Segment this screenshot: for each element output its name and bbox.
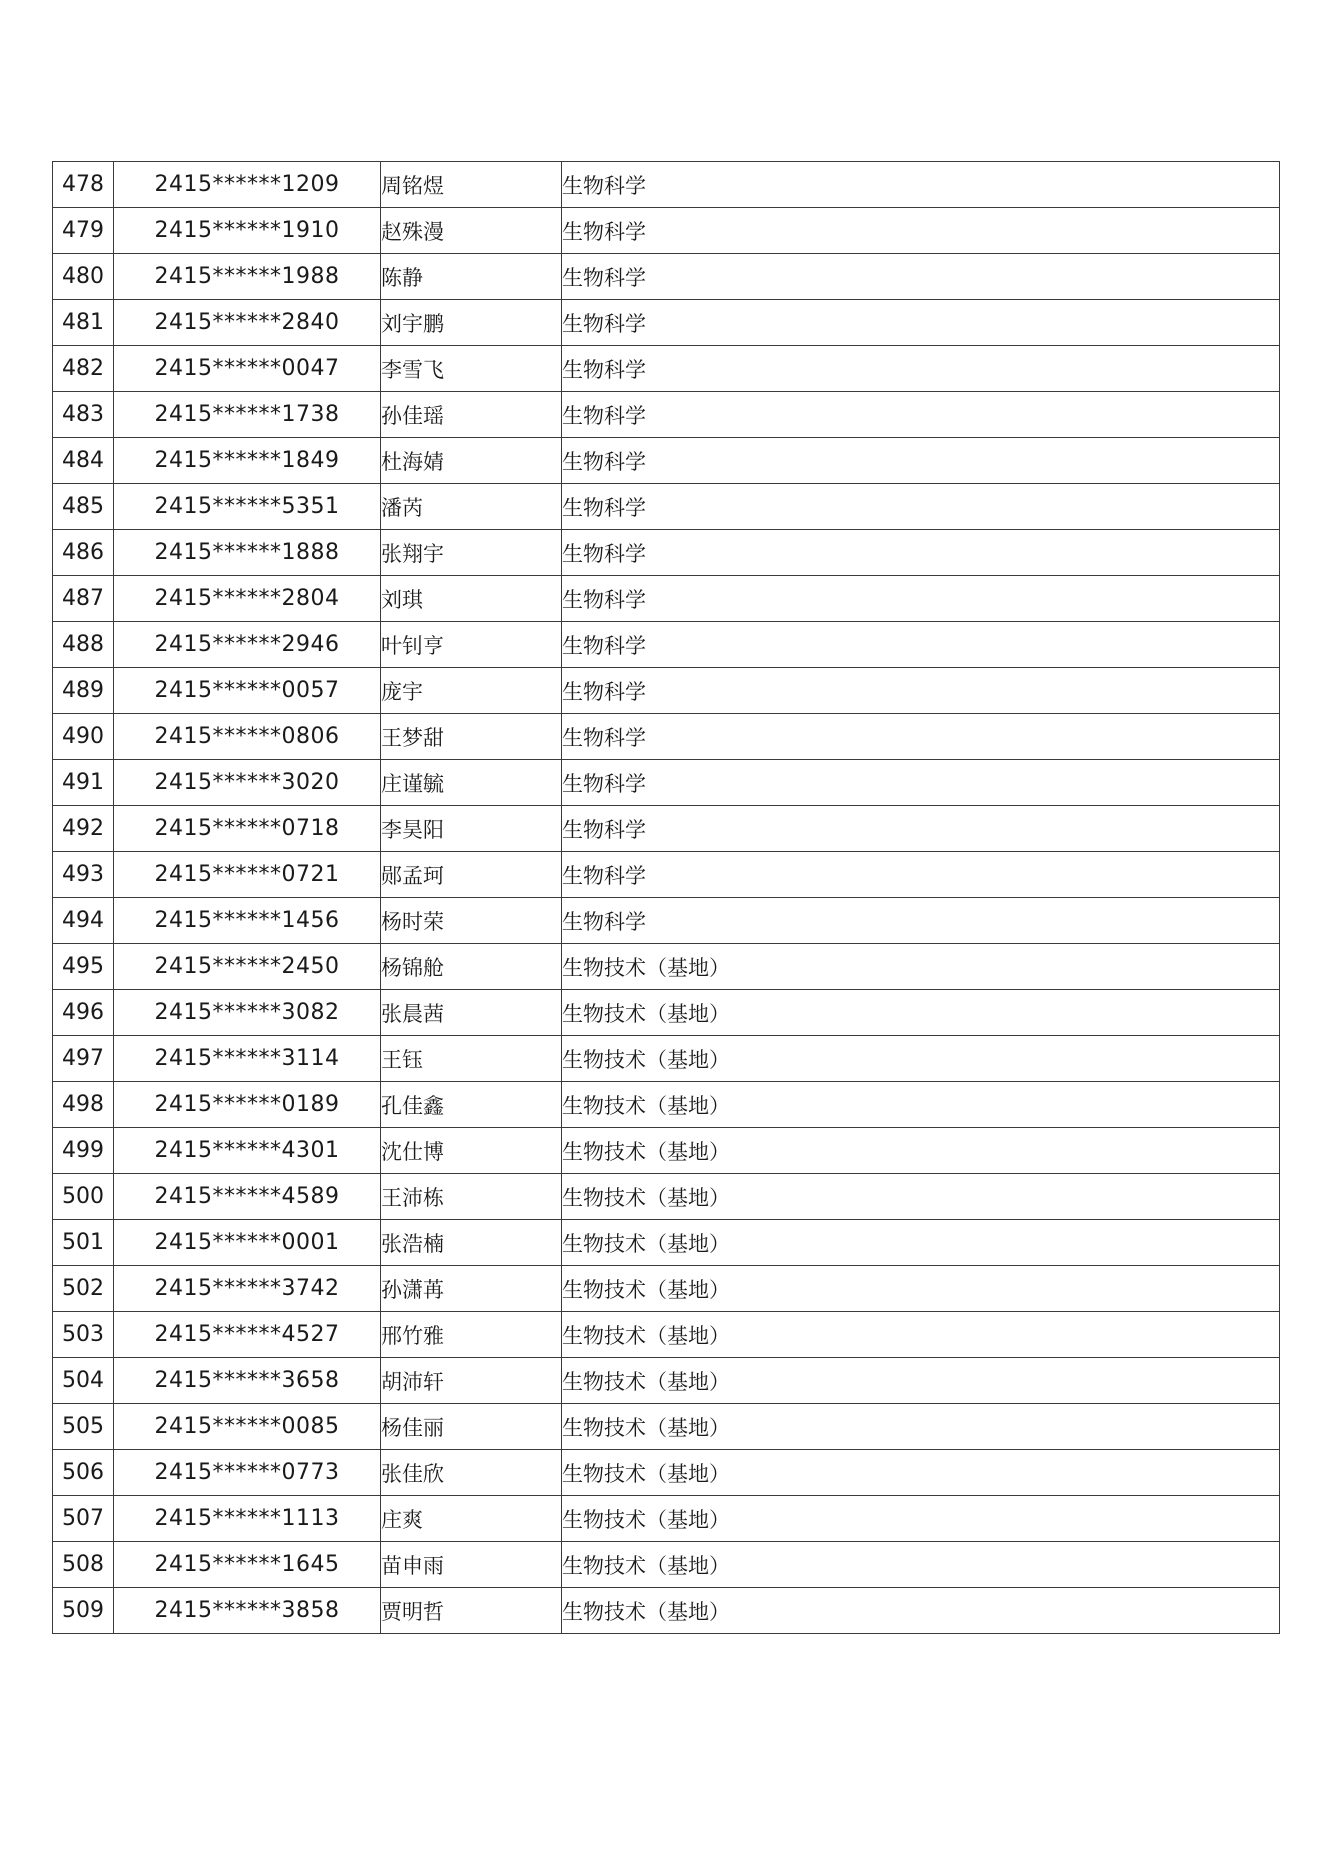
row-number-cell: 493	[53, 852, 114, 898]
major-cell: 生物科学	[562, 392, 1280, 438]
student-id-cell: 2415******0085	[114, 1404, 381, 1450]
student-name-cell: 张浩楠	[381, 1220, 562, 1266]
row-number-cell: 504	[53, 1358, 114, 1404]
row-number-cell: 494	[53, 898, 114, 944]
major-cell: 生物技术（基地）	[562, 1542, 1280, 1588]
row-number-cell: 498	[53, 1082, 114, 1128]
table-row	[53, 806, 1280, 852]
major-cell: 生物科学	[562, 668, 1280, 714]
major-cell: 生物科学	[562, 484, 1280, 530]
student-name-cell: 庞宇	[381, 668, 562, 714]
student-id-cell: 2415******2450	[114, 944, 381, 990]
student-id-cell: 2415******2946	[114, 622, 381, 668]
student-name-cell: 李雪飞	[381, 346, 562, 392]
row-number-cell: 502	[53, 1266, 114, 1312]
student-name-cell: 孙佳瑶	[381, 392, 562, 438]
major-cell: 生物技术（基地）	[562, 1082, 1280, 1128]
student-id-cell: 2415******0718	[114, 806, 381, 852]
table-row	[53, 392, 1280, 438]
student-id-cell: 2415******3658	[114, 1358, 381, 1404]
row-number-cell: 485	[53, 484, 114, 530]
student-name-cell: 贾明哲	[381, 1588, 562, 1634]
student-name-cell: 张佳欣	[381, 1450, 562, 1496]
row-number-cell: 501	[53, 1220, 114, 1266]
student-name-cell: 王沛栋	[381, 1174, 562, 1220]
roster-table	[52, 161, 1280, 1634]
table-row	[53, 1542, 1280, 1588]
table-row	[53, 1036, 1280, 1082]
major-cell: 生物技术（基地）	[562, 1174, 1280, 1220]
student-id-cell: 2415******3082	[114, 990, 381, 1036]
row-number-cell: 491	[53, 760, 114, 806]
student-name-cell: 杜海婧	[381, 438, 562, 484]
table-row	[53, 1312, 1280, 1358]
table-row	[53, 530, 1280, 576]
student-id-cell: 2415******0189	[114, 1082, 381, 1128]
major-cell: 生物技术（基地）	[562, 1036, 1280, 1082]
student-name-cell: 邢竹雅	[381, 1312, 562, 1358]
table-row	[53, 1404, 1280, 1450]
student-name-cell: 陈静	[381, 254, 562, 300]
student-name-cell: 张晨茜	[381, 990, 562, 1036]
student-id-cell: 2415******3742	[114, 1266, 381, 1312]
student-id-cell: 2415******0047	[114, 346, 381, 392]
table-row	[53, 1174, 1280, 1220]
row-number-cell: 508	[53, 1542, 114, 1588]
student-id-cell: 2415******3858	[114, 1588, 381, 1634]
row-number-cell: 497	[53, 1036, 114, 1082]
student-id-cell: 2415******5351	[114, 484, 381, 530]
student-name-cell: 刘琪	[381, 576, 562, 622]
student-name-cell: 张翔宇	[381, 530, 562, 576]
row-number-cell: 481	[53, 300, 114, 346]
table-row	[53, 1588, 1280, 1634]
student-name-cell: 郧孟珂	[381, 852, 562, 898]
row-number-cell: 500	[53, 1174, 114, 1220]
row-number-cell: 507	[53, 1496, 114, 1542]
major-cell: 生物技术（基地）	[562, 1450, 1280, 1496]
major-cell: 生物技术（基地）	[562, 944, 1280, 990]
student-name-cell: 孙潇苒	[381, 1266, 562, 1312]
major-cell: 生物科学	[562, 898, 1280, 944]
table-row	[53, 622, 1280, 668]
major-cell: 生物科学	[562, 576, 1280, 622]
student-name-cell: 周铭煜	[381, 162, 562, 208]
row-number-cell: 495	[53, 944, 114, 990]
row-number-cell: 492	[53, 806, 114, 852]
row-number-cell: 503	[53, 1312, 114, 1358]
table-row	[53, 668, 1280, 714]
student-name-cell: 王梦甜	[381, 714, 562, 760]
major-cell: 生物科学	[562, 622, 1280, 668]
table-row	[53, 254, 1280, 300]
row-number-cell: 482	[53, 346, 114, 392]
student-id-cell: 2415******0806	[114, 714, 381, 760]
major-cell: 生物科学	[562, 760, 1280, 806]
student-name-cell: 赵殊漫	[381, 208, 562, 254]
row-number-cell: 486	[53, 530, 114, 576]
student-name-cell: 庄爽	[381, 1496, 562, 1542]
student-id-cell: 2415******1209	[114, 162, 381, 208]
major-cell: 生物科学	[562, 714, 1280, 760]
roster-table-body	[53, 162, 1280, 1634]
row-number-cell: 480	[53, 254, 114, 300]
row-number-cell: 489	[53, 668, 114, 714]
student-name-cell: 杨时荣	[381, 898, 562, 944]
student-id-cell: 2415******1645	[114, 1542, 381, 1588]
table-row	[53, 1266, 1280, 1312]
student-id-cell: 2415******1910	[114, 208, 381, 254]
student-name-cell: 叶钊亨	[381, 622, 562, 668]
major-cell: 生物技术（基地）	[562, 990, 1280, 1036]
student-name-cell: 杨佳丽	[381, 1404, 562, 1450]
major-cell: 生物科学	[562, 852, 1280, 898]
major-cell: 生物科学	[562, 438, 1280, 484]
major-cell: 生物科学	[562, 346, 1280, 392]
table-row	[53, 1082, 1280, 1128]
student-id-cell: 2415******1849	[114, 438, 381, 484]
student-id-cell: 2415******0721	[114, 852, 381, 898]
row-number-cell: 490	[53, 714, 114, 760]
major-cell: 生物技术（基地）	[562, 1404, 1280, 1450]
table-row	[53, 760, 1280, 806]
major-cell: 生物科学	[562, 208, 1280, 254]
student-id-cell: 2415******1888	[114, 530, 381, 576]
student-name-cell: 沈仕博	[381, 1128, 562, 1174]
major-cell: 生物技术（基地）	[562, 1496, 1280, 1542]
student-name-cell: 王钰	[381, 1036, 562, 1082]
table-row	[53, 346, 1280, 392]
student-id-cell: 2415******0057	[114, 668, 381, 714]
student-name-cell: 胡沛轩	[381, 1358, 562, 1404]
student-id-cell: 2415******4527	[114, 1312, 381, 1358]
major-cell: 生物技术（基地）	[562, 1128, 1280, 1174]
row-number-cell: 487	[53, 576, 114, 622]
major-cell: 生物技术（基地）	[562, 1358, 1280, 1404]
student-name-cell: 庄谨毓	[381, 760, 562, 806]
student-name-cell: 杨锦舱	[381, 944, 562, 990]
student-id-cell: 2415******2804	[114, 576, 381, 622]
student-name-cell: 刘宇鹏	[381, 300, 562, 346]
student-name-cell: 苗申雨	[381, 1542, 562, 1588]
student-id-cell: 2415******1113	[114, 1496, 381, 1542]
table-row	[53, 1220, 1280, 1266]
student-id-cell: 2415******2840	[114, 300, 381, 346]
row-number-cell: 479	[53, 208, 114, 254]
major-cell: 生物科学	[562, 162, 1280, 208]
table-row	[53, 438, 1280, 484]
student-id-cell: 2415******0001	[114, 1220, 381, 1266]
major-cell: 生物技术（基地）	[562, 1312, 1280, 1358]
row-number-cell: 496	[53, 990, 114, 1036]
table-row	[53, 1358, 1280, 1404]
table-row	[53, 944, 1280, 990]
table-row	[53, 898, 1280, 944]
row-number-cell: 484	[53, 438, 114, 484]
student-id-cell: 2415******3020	[114, 760, 381, 806]
major-cell: 生物科学	[562, 806, 1280, 852]
major-cell: 生物技术（基地）	[562, 1588, 1280, 1634]
table-row	[53, 1128, 1280, 1174]
table-row	[53, 300, 1280, 346]
student-id-cell: 2415******4301	[114, 1128, 381, 1174]
row-number-cell: 478	[53, 162, 114, 208]
student-id-cell: 2415******4589	[114, 1174, 381, 1220]
student-id-cell: 2415******1456	[114, 898, 381, 944]
table-row	[53, 208, 1280, 254]
student-id-cell: 2415******1738	[114, 392, 381, 438]
student-name-cell: 李昊阳	[381, 806, 562, 852]
table-row	[53, 714, 1280, 760]
row-number-cell: 483	[53, 392, 114, 438]
major-cell: 生物科学	[562, 300, 1280, 346]
row-number-cell: 499	[53, 1128, 114, 1174]
student-id-cell: 2415******0773	[114, 1450, 381, 1496]
table-row	[53, 162, 1280, 208]
table-row	[53, 1496, 1280, 1542]
major-cell: 生物科学	[562, 254, 1280, 300]
row-number-cell: 509	[53, 1588, 114, 1634]
row-number-cell: 506	[53, 1450, 114, 1496]
student-name-cell: 孔佳鑫	[381, 1082, 562, 1128]
table-row	[53, 1450, 1280, 1496]
row-number-cell: 505	[53, 1404, 114, 1450]
table-row	[53, 576, 1280, 622]
student-id-cell: 2415******1988	[114, 254, 381, 300]
row-number-cell: 488	[53, 622, 114, 668]
student-id-cell: 2415******3114	[114, 1036, 381, 1082]
table-row	[53, 484, 1280, 530]
student-name-cell: 潘芮	[381, 484, 562, 530]
table-row	[53, 990, 1280, 1036]
major-cell: 生物技术（基地）	[562, 1266, 1280, 1312]
major-cell: 生物科学	[562, 530, 1280, 576]
major-cell: 生物技术（基地）	[562, 1220, 1280, 1266]
table-row	[53, 852, 1280, 898]
